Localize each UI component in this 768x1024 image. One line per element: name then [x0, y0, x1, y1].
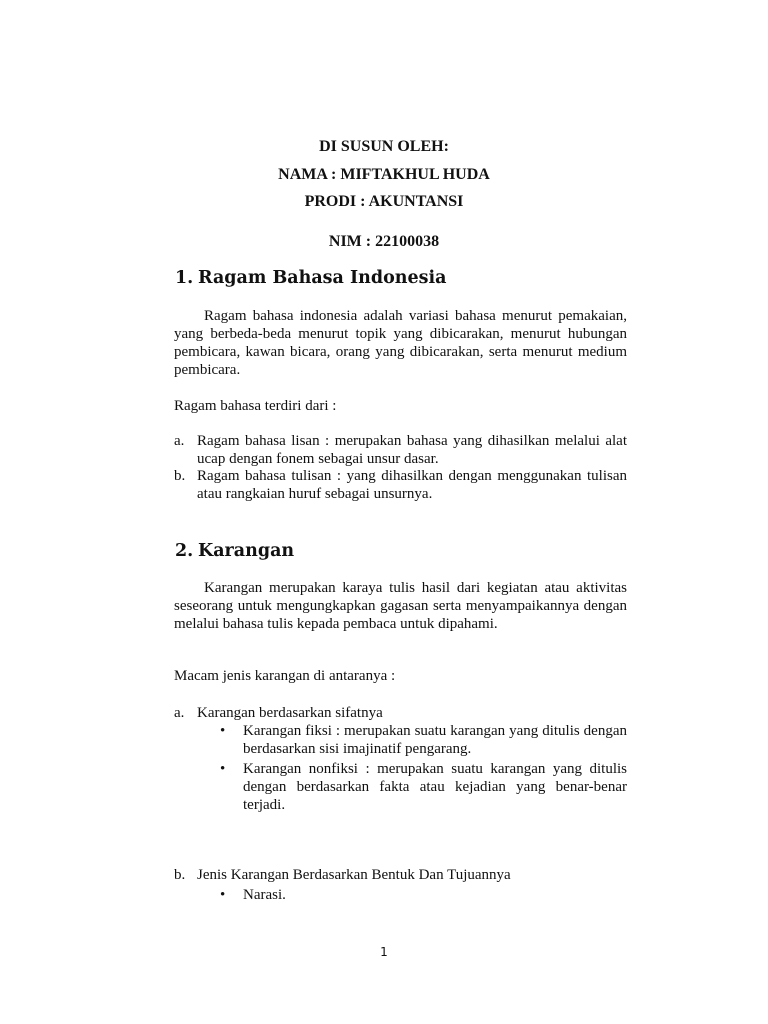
author-name: NAMA : MIFTAKHUL HUDA [278, 166, 490, 183]
author-nim: NIM : 22100038 [328, 233, 440, 250]
bullet-text: Narasi. [243, 887, 286, 903]
section-1-heading [175, 268, 446, 288]
bullet-item-narasi [220, 886, 627, 904]
section-1-paragraph: Ragam bahasa indonesia adalah variasi bahasa menurut pemakaian, yang berbeda-beda menurut topik yang dibicarakan, menurut hubungan pembicara, kawan bicara, orang yang dibicarakan, serta menurut medium pembicara. [174, 308, 627, 378]
bullet-item-fiksi [220, 722, 627, 758]
bullet-item-nonfiksi [220, 760, 627, 814]
list-item-text: Ragam bahasa tulisan : yang dihasilkan dengan menggunakan tulisan atau rangkaian huruf sebagai unsurnya. [197, 468, 627, 502]
page-number: 1 [380, 945, 388, 959]
author-program: PRODI : AKUNTANSI [304, 193, 464, 210]
author-label: DI SUSUN OLEH: [319, 138, 449, 155]
section-1-title: Ragam Bahasa Indonesia [198, 268, 447, 288]
list-marker: b. [174, 867, 186, 883]
list-item-b [174, 866, 627, 884]
list-item-text: Ragam bahasa lisan : merupakan bahasa yang dihasilkan melalui alat ucap dengan fonem sebagai unsur dasar. [197, 433, 627, 467]
bullet-icon: • [220, 761, 226, 777]
list-marker: a. [174, 433, 185, 449]
list-marker: b. [174, 468, 186, 484]
section-2-title: Karangan [198, 541, 295, 561]
section-1-number: 1. [175, 268, 194, 288]
list-item-a [174, 432, 627, 468]
section-1-intro: Ragam bahasa terdiri dari : [174, 398, 337, 414]
bullet-text: Karangan fiksi : merupakan suatu karangan yang ditulis dengan berdasarkan sisi imajinatif pengarang. [243, 723, 627, 757]
list-marker: a. [174, 705, 185, 721]
list-item-b [174, 467, 627, 503]
section-2-paragraph: Karangan merupakan karaya tulis hasil dari kegiatan atau aktivitas seseorang untuk mengungkapkan gagasan serta menyampaikannya dengan melalui bahasa tulis kepada pembaca untuk dipahami. [174, 580, 627, 632]
list-item-text: Jenis Karangan Berdasarkan Bentuk Dan Tujuannya [197, 867, 511, 883]
bullet-text: Karangan nonfiksi : merupakan suatu karangan yang ditulis dengan berdasarkan fakta atau kejadian yang benar-benar terjadi. [243, 761, 627, 813]
bullet-icon: • [220, 887, 226, 903]
section-2-heading [175, 541, 294, 561]
bullet-icon: • [220, 723, 226, 739]
list-item-text: Karangan berdasarkan sifatnya [197, 705, 383, 721]
section-2-number: 2. [175, 541, 194, 561]
section-2-intro: Macam jenis karangan di antaranya : [174, 668, 396, 684]
list-item-a [174, 704, 627, 722]
